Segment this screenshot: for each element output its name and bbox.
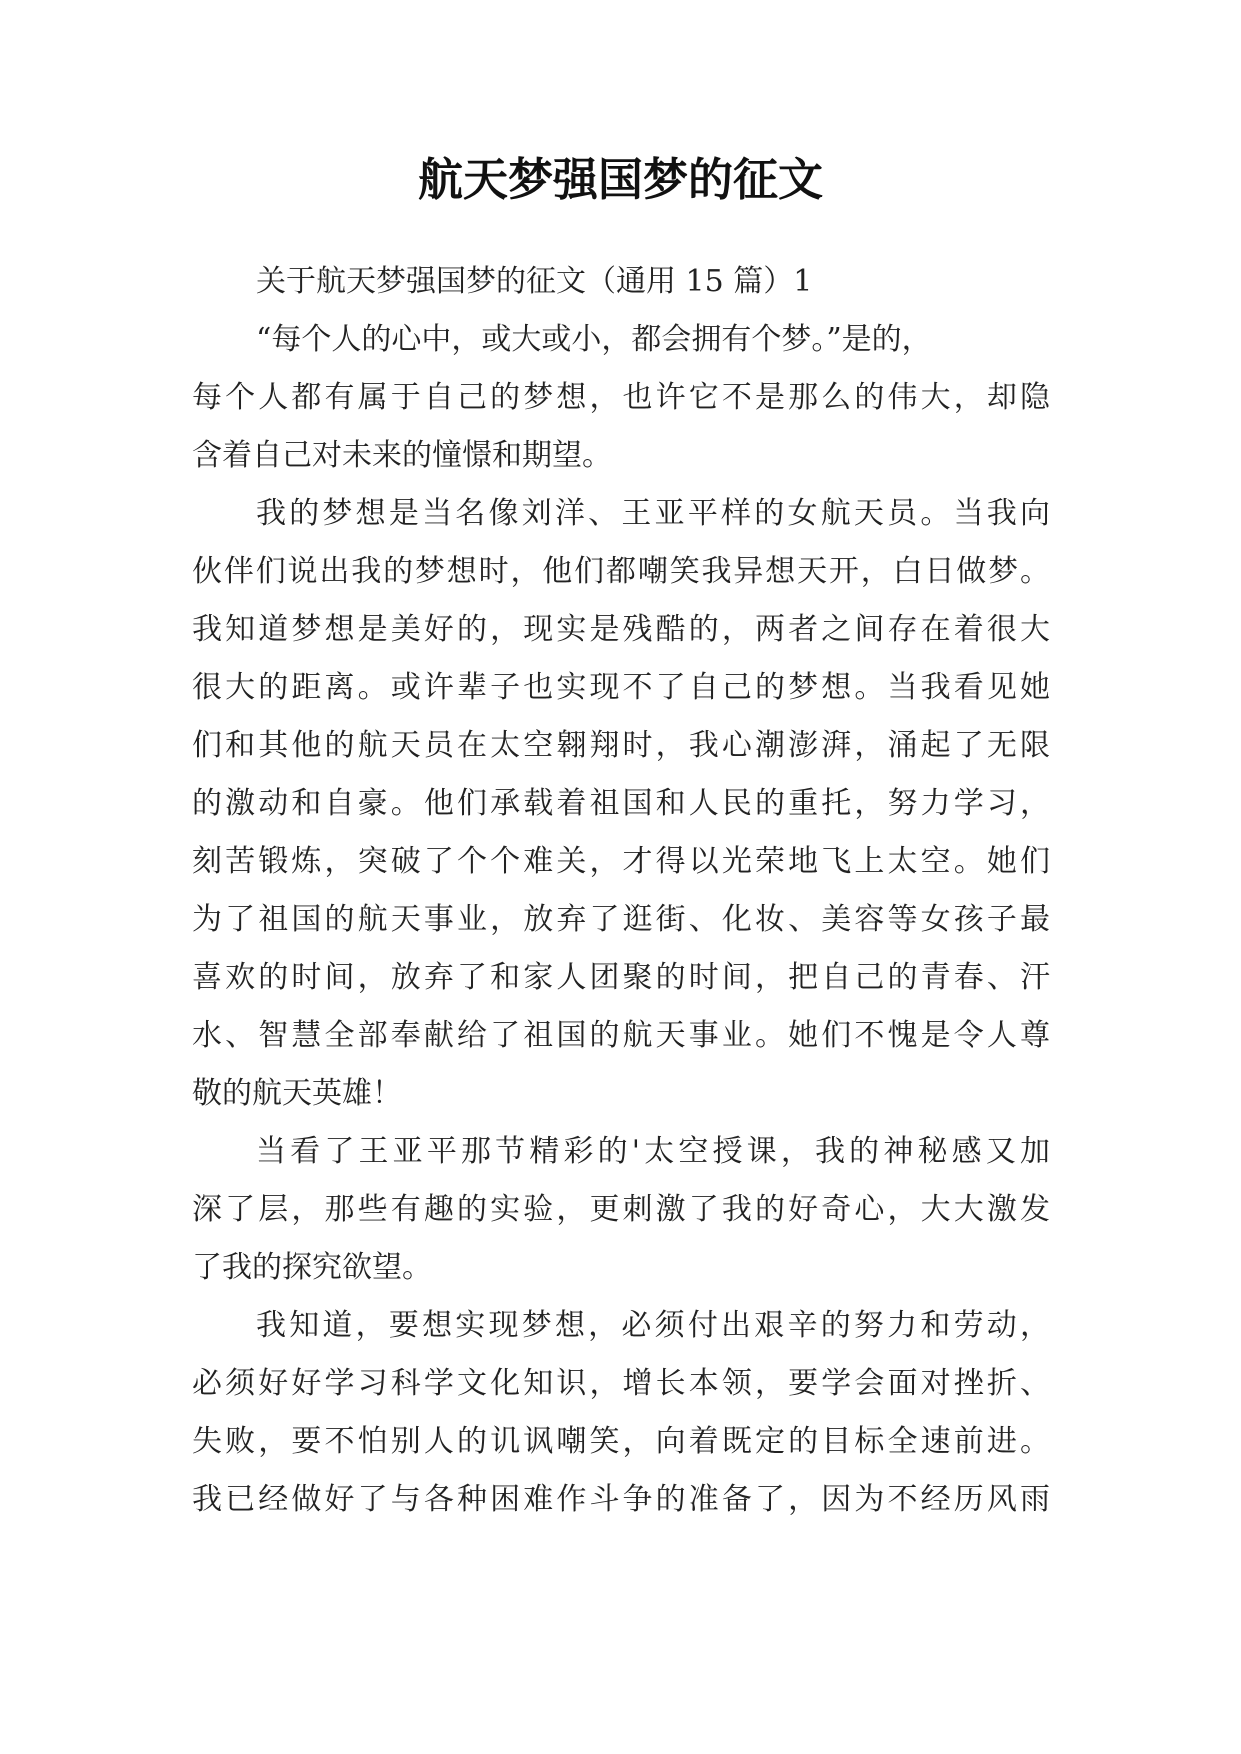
paragraph-line: 敬的航天英雄！	[192, 1076, 402, 1111]
paragraph-line: 失败，要不怕别人的讥讽嘲笑，向着既定的目标全速前进。	[192, 1424, 1050, 1459]
paragraph-line: 含着自己对未来的憧憬和期望。	[192, 438, 612, 473]
paragraph-line: 们和其他的航天员在太空翱翔时，我心潮澎湃，涌起了无限	[192, 728, 1050, 763]
paragraph-line: 水、智慧全部奉献给了祖国的航天事业。她们不愧是令人尊	[192, 1018, 1050, 1053]
paragraph-line: 当看了王亚平那节精彩的'太空授课，我的神秘感又加	[256, 1134, 1050, 1169]
paragraph-line: 我的梦想是当名像刘洋、王亚平样的女航天员。当我向	[256, 496, 1050, 531]
paragraph-line: 很大的距离。或许辈子也实现不了自己的梦想。当我看见她	[192, 670, 1050, 705]
paragraph-line: 我知道梦想是美好的，现实是残酷的，两者之间存在着很大	[192, 612, 1050, 647]
document-subtitle-line: 关于航天梦强国梦的征文（通用 15 篇）1	[256, 264, 813, 299]
paragraph-line: 必须好好学习科学文化知识，增长本领，要学会面对挫折、	[192, 1366, 1050, 1401]
paragraph-line: 喜欢的时间，放弃了和家人团聚的时间，把自己的青春、汗	[192, 960, 1050, 995]
paragraph-line: 刻苦锻炼，突破了个个难关，才得以光荣地飞上太空。她们	[192, 844, 1050, 879]
paragraph-line: 我已经做好了与各种困难作斗争的准备了，因为不经历风雨	[192, 1482, 1050, 1517]
paragraph-line: 了我的探究欲望。	[192, 1250, 432, 1285]
paragraph-line: “每个人的心中，或大或小，都会拥有个梦。”是的，	[256, 322, 932, 357]
document-title: 航天梦强国梦的征文	[417, 153, 823, 206]
paragraph-line: 深了层，那些有趣的实验，更刺激了我的好奇心，大大激发	[192, 1192, 1050, 1227]
document-body	[192, 253, 1050, 1529]
paragraph-line: 我知道，要想实现梦想，必须付出艰辛的努力和劳动，	[256, 1308, 1050, 1343]
paragraph-line: 的激动和自豪。他们承载着祖国和人民的重托，努力学习，	[192, 786, 1050, 821]
paragraph-line: 为了祖国的航天事业，放弃了逛街、化妆、美容等女孩子最	[192, 902, 1050, 937]
paragraph-line: 伙伴们说出我的梦想时，他们都嘲笑我异想天开，白日做梦。	[192, 554, 1050, 589]
paragraph-line: 每个人都有属于自己的梦想，也许它不是那么的伟大，却隐	[192, 380, 1050, 415]
